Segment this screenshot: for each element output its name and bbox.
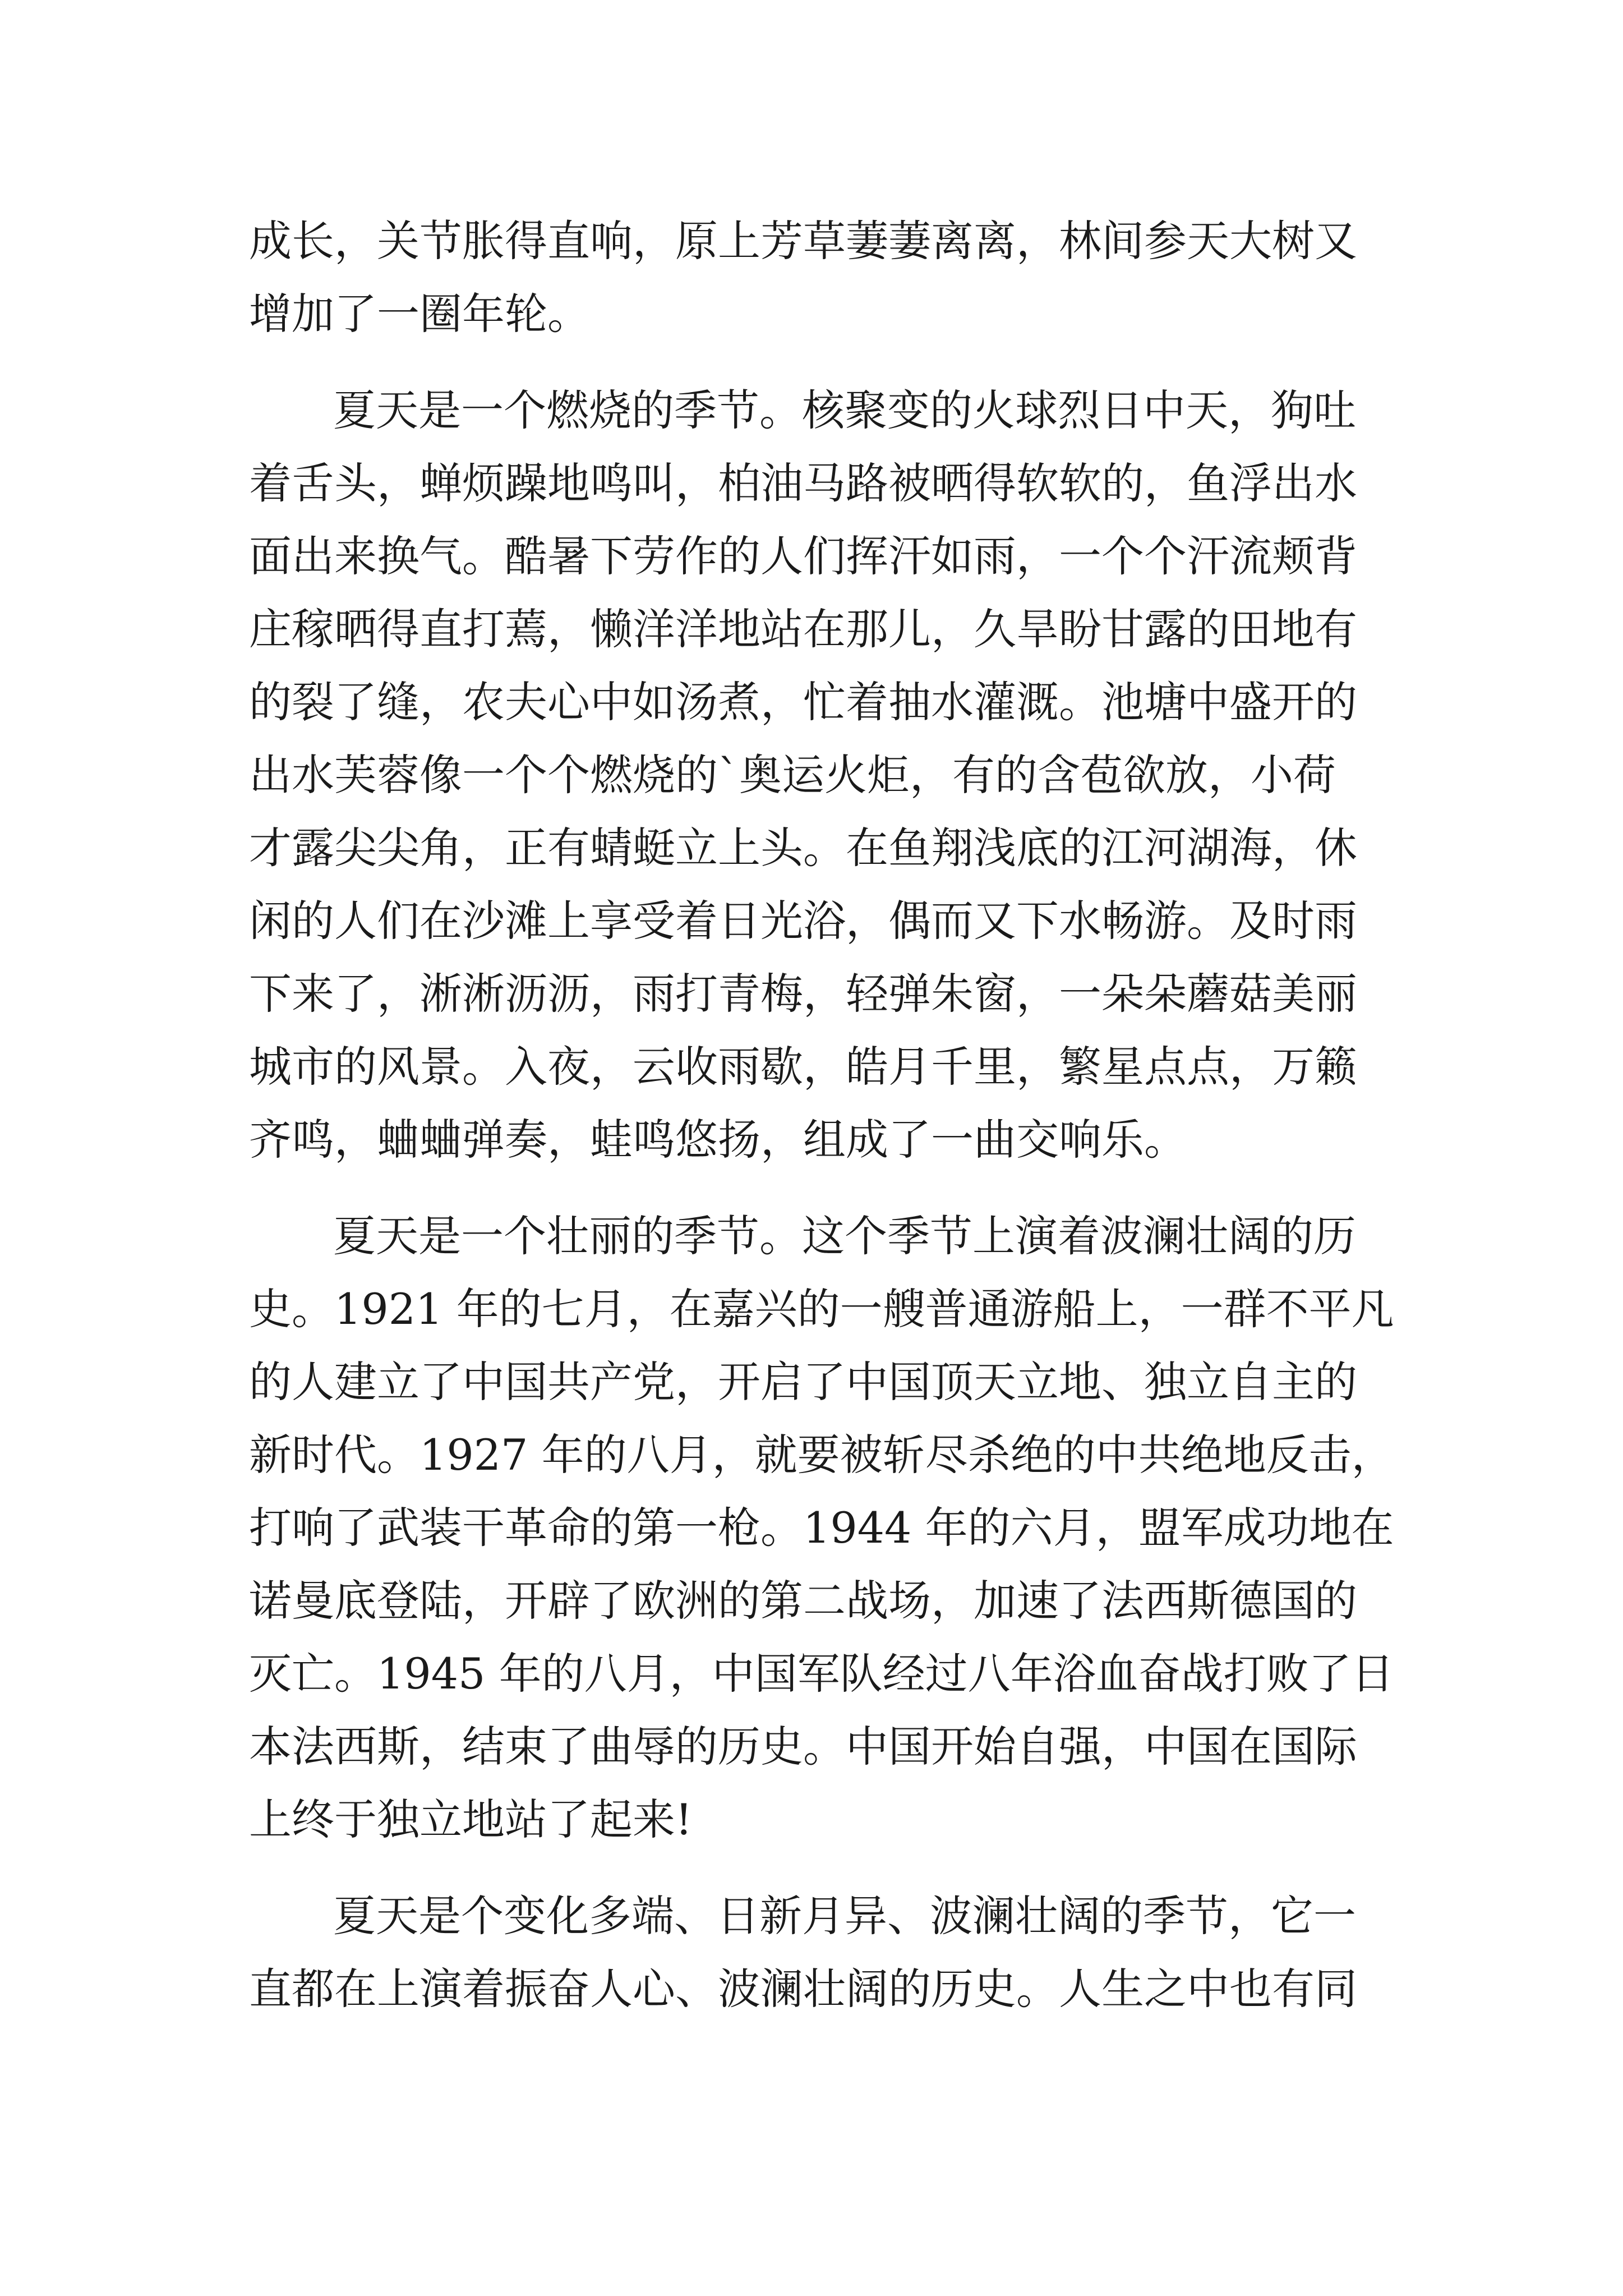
text-line: 着舌头，蝉烦躁地鸣叫，柏油马路被晒得软软的，鱼浮出水 — [249, 458, 1357, 508]
text-line: 新时代。1927 年的八月，就要被斩尽杀绝的中共绝地反击， — [249, 1430, 1394, 1480]
text-line: 灭亡。1945 年的八月，中国军队经过八年浴血奋战打败了日 — [249, 1649, 1394, 1699]
text-line: 庄稼晒得直打蔫，懒洋洋地站在那儿，久旱盼甘露的田地有 — [249, 604, 1357, 654]
text-line: 成长，关节胀得直响，原上芳草萋萋离离，林间参天大树又 — [249, 216, 1357, 266]
text-line: 下来了，淅淅沥沥，雨打青梅，轻弹朱窗，一朵朵蘑菇美丽 — [249, 969, 1357, 1019]
text-line: 史。1921 年的七月，在嘉兴的一艘普通游船上，一群不平凡 — [249, 1284, 1394, 1334]
paragraph — [249, 1880, 1393, 2026]
text-line: 齐鸣，蛐蛐弹奏，蛙鸣悠扬，组成了一曲交响乐。 — [249, 1115, 1187, 1165]
text-line: 面出来换气。酷暑下劳作的人们挥汗如雨，一个个汗流颊背 — [249, 531, 1357, 581]
text-line: 夏天是一个燃烧的季节。核聚变的火球烈日中天，狗吐 — [333, 385, 1356, 435]
text-line: 本法西斯，结束了曲辱的历史。中国开始自强，中国在国际 — [249, 1722, 1357, 1772]
text-line: 才露尖尖角，正有蜻蜓立上头。在鱼翔浅底的江河湖海，休 — [249, 823, 1357, 873]
text-line: 城市的风景。入夜，云收雨歇，皓月千里，繁星点点，万籁 — [249, 1042, 1357, 1092]
paragraph — [249, 205, 1393, 351]
paragraph — [249, 1200, 1393, 1856]
text-line: 上终于独立地站了起来! — [249, 1795, 693, 1844]
text-line: 出水芙蓉像一个个燃烧的`奥运火炬，有的含苞欲放，小荷 — [249, 750, 1336, 800]
text-line: 诺曼底登陆，开辟了欧洲的第二战场，加速了法西斯德国的 — [249, 1576, 1357, 1626]
text-line: 的裂了缝，农夫心中如汤煮，忙着抽水灌溉。池塘中盛开的 — [249, 677, 1357, 727]
text-line: 打响了武装干革命的第一枪。1944 年的六月，盟军成功地在 — [249, 1503, 1394, 1553]
text-line: 的人建立了中国共产党，开启了中国顶天立地、独立自主的 — [249, 1357, 1357, 1407]
text-line: 直都在上演着振奋人心、波澜壮阔的历史。人生之中也有同 — [249, 1964, 1357, 2014]
text-line: 夏天是个变化多端、日新月异、波澜壮阔的季节，它一 — [333, 1891, 1356, 1941]
text-line: 增加了一圈年轮。 — [249, 289, 590, 339]
text-line: 夏天是一个壮丽的季节。这个季节上演着波澜壮阔的历 — [333, 1211, 1356, 1261]
body-text — [249, 205, 1393, 2026]
text-line: 闲的人们在沙滩上享受着日光浴，偶而又下水畅游。及时雨 — [249, 896, 1357, 946]
paragraph — [249, 374, 1393, 1176]
